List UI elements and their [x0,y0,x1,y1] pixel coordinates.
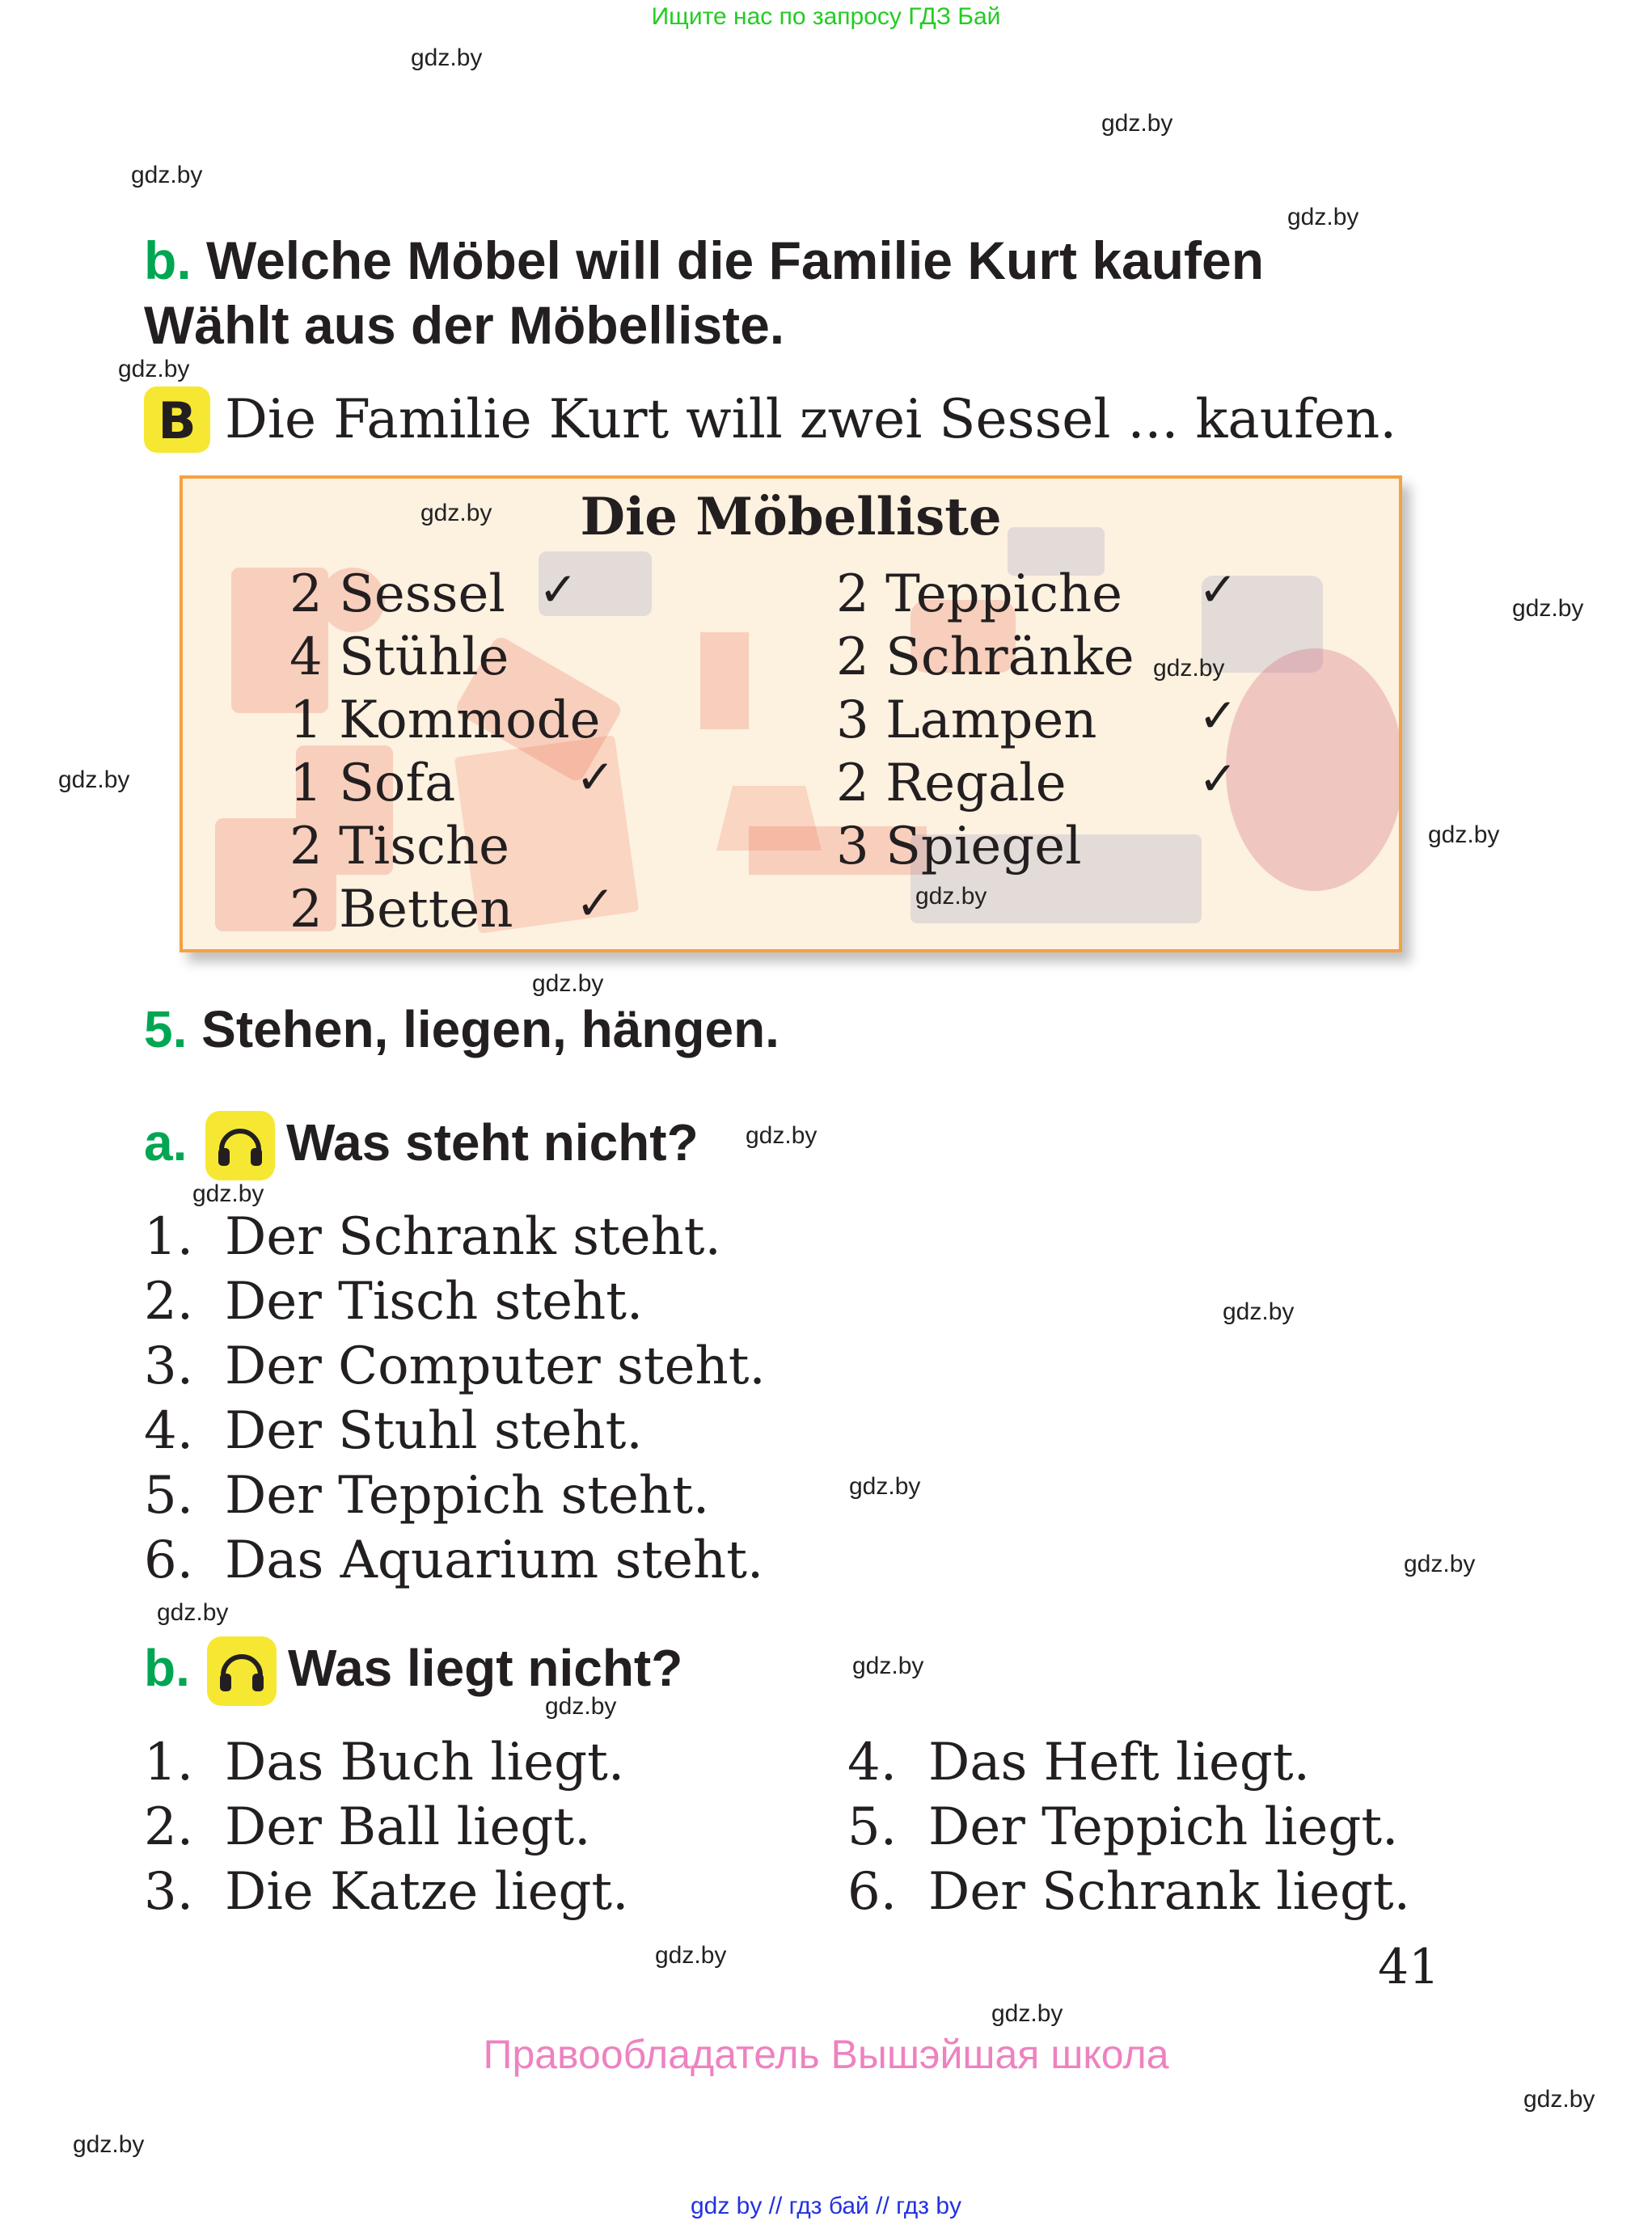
headphones-icon [213,1119,267,1172]
furniture-list-panel [180,475,1402,952]
task-5b-list-right [847,1730,1410,1924]
footer-links[interactable]: gdz by // гдз бай // гдз by [690,2193,962,2219]
speech-b-badge [144,386,210,453]
watermark: gdz.by [420,500,492,526]
furniture-list-title: Die Möbelliste [580,487,1002,547]
checkmark-icon: ✓ [1198,751,1238,806]
list-item: 4. Das Heft liegt. [847,1733,1310,1792]
list-item: 2 Tische [289,817,509,876]
watermark: gdz.by [849,1473,921,1500]
list-item: 3. Der Computer steht. [144,1336,766,1396]
watermark: gdz.by [118,356,190,382]
audio-badge[interactable] [207,1636,277,1706]
list-item: 1 Sofa [289,754,456,813]
watermark: gdz.by [1287,204,1359,230]
watermark: gdz.by [192,1180,264,1207]
watermark: gdz.by [532,970,604,997]
copyright-notice: Правообладатель Вышэйшая школа [483,2032,1169,2077]
task-5-number: 5. [144,1000,188,1058]
list-item: 1. Der Schrank steht. [144,1207,721,1267]
list-item: 1. Das Buch liegt. [144,1733,625,1792]
task-5a-title: Was steht nicht? [286,1113,699,1172]
watermark: gdz.by [1101,110,1173,137]
list-item: 2 Sessel [289,564,505,624]
task-b-heading-line1 [144,228,1434,293]
list-item: 2 Schränke [836,627,1134,687]
checkmark-icon: ✓ [576,876,615,931]
task-5b-list-left [144,1730,628,1924]
headphones-icon [215,1644,268,1698]
list-item: 3 Lampen [836,690,1097,750]
watermark: gdz.by [545,1693,617,1720]
task-b-line1-text: Welche Möbel will die Familie Kurt kaufen [206,230,1265,290]
task-b-letter: b. [144,230,192,290]
task-5a-letter: a. [144,1113,188,1172]
list-item: 4. Der Stuhl steht. [144,1401,643,1461]
checkmark-icon: ✓ [576,749,615,804]
list-item: 5. Der Teppich steht. [144,1466,710,1526]
list-item: 4 Stühle [289,627,509,687]
watermark: gdz.by [915,883,987,910]
watermark: gdz.by [1404,1551,1476,1577]
checkmark-icon: ✓ [539,562,578,617]
list-item: 2 Regale [836,754,1067,813]
watermark: gdz.by [411,44,483,71]
watermark: gdz.by [1523,2086,1595,2113]
task-5-heading [144,999,780,1059]
watermark: gdz.by [655,1942,727,1969]
watermark: gdz.by [991,2000,1063,2027]
task-b-heading-line2: Wählt aus der Möbelliste. [144,295,785,355]
list-item: 2 Betten [289,880,513,939]
watermark: gdz.by [1153,655,1225,682]
list-item: 2 Teppiche [836,564,1122,624]
list-item: 2. Der Tisch steht. [144,1272,644,1332]
checkmark-icon: ✓ [1198,688,1238,743]
watermark: gdz.by [1512,595,1584,622]
list-item: 6. Das Aquarium steht. [144,1530,764,1590]
task-5b-letter: b. [144,1639,190,1697]
task-5b-title: Was liegt nicht? [288,1639,683,1697]
list-item: 3 Spiegel [836,817,1082,876]
watermark: gdz.by [1428,821,1500,848]
letter-b-icon [151,393,203,446]
task-5-title: Stehen, liegen, hängen. [201,1000,780,1058]
example-sentence: Die Familie Kurt will zwei Sessel ... kaufen. [225,388,1397,450]
checkmark-icon: ✓ [1198,562,1238,617]
badge-letter: B [158,393,196,446]
page-number: 41 [1378,1939,1440,1995]
watermark: gdz.by [131,162,203,188]
list-item: 3. Die Katze liegt. [144,1862,629,1922]
watermark: gdz.by [157,1599,229,1626]
top-banner: Ищите нас по запросу ГДЗ Бай [651,3,1001,30]
watermark: gdz.by [58,766,130,793]
list-item: 5. Der Teppich liegt. [847,1797,1399,1857]
task-5a-list [144,1205,766,1593]
audio-badge[interactable] [205,1111,275,1180]
watermark: gdz.by [1223,1298,1295,1325]
list-item: 1 Kommode [289,690,601,750]
watermark: gdz.by [746,1122,818,1149]
watermark: gdz.by [852,1653,924,1679]
watermark: gdz.by [73,2131,145,2158]
list-item: 6. Der Schrank liegt. [847,1862,1410,1922]
list-item: 2. Der Ball liegt. [144,1797,591,1857]
